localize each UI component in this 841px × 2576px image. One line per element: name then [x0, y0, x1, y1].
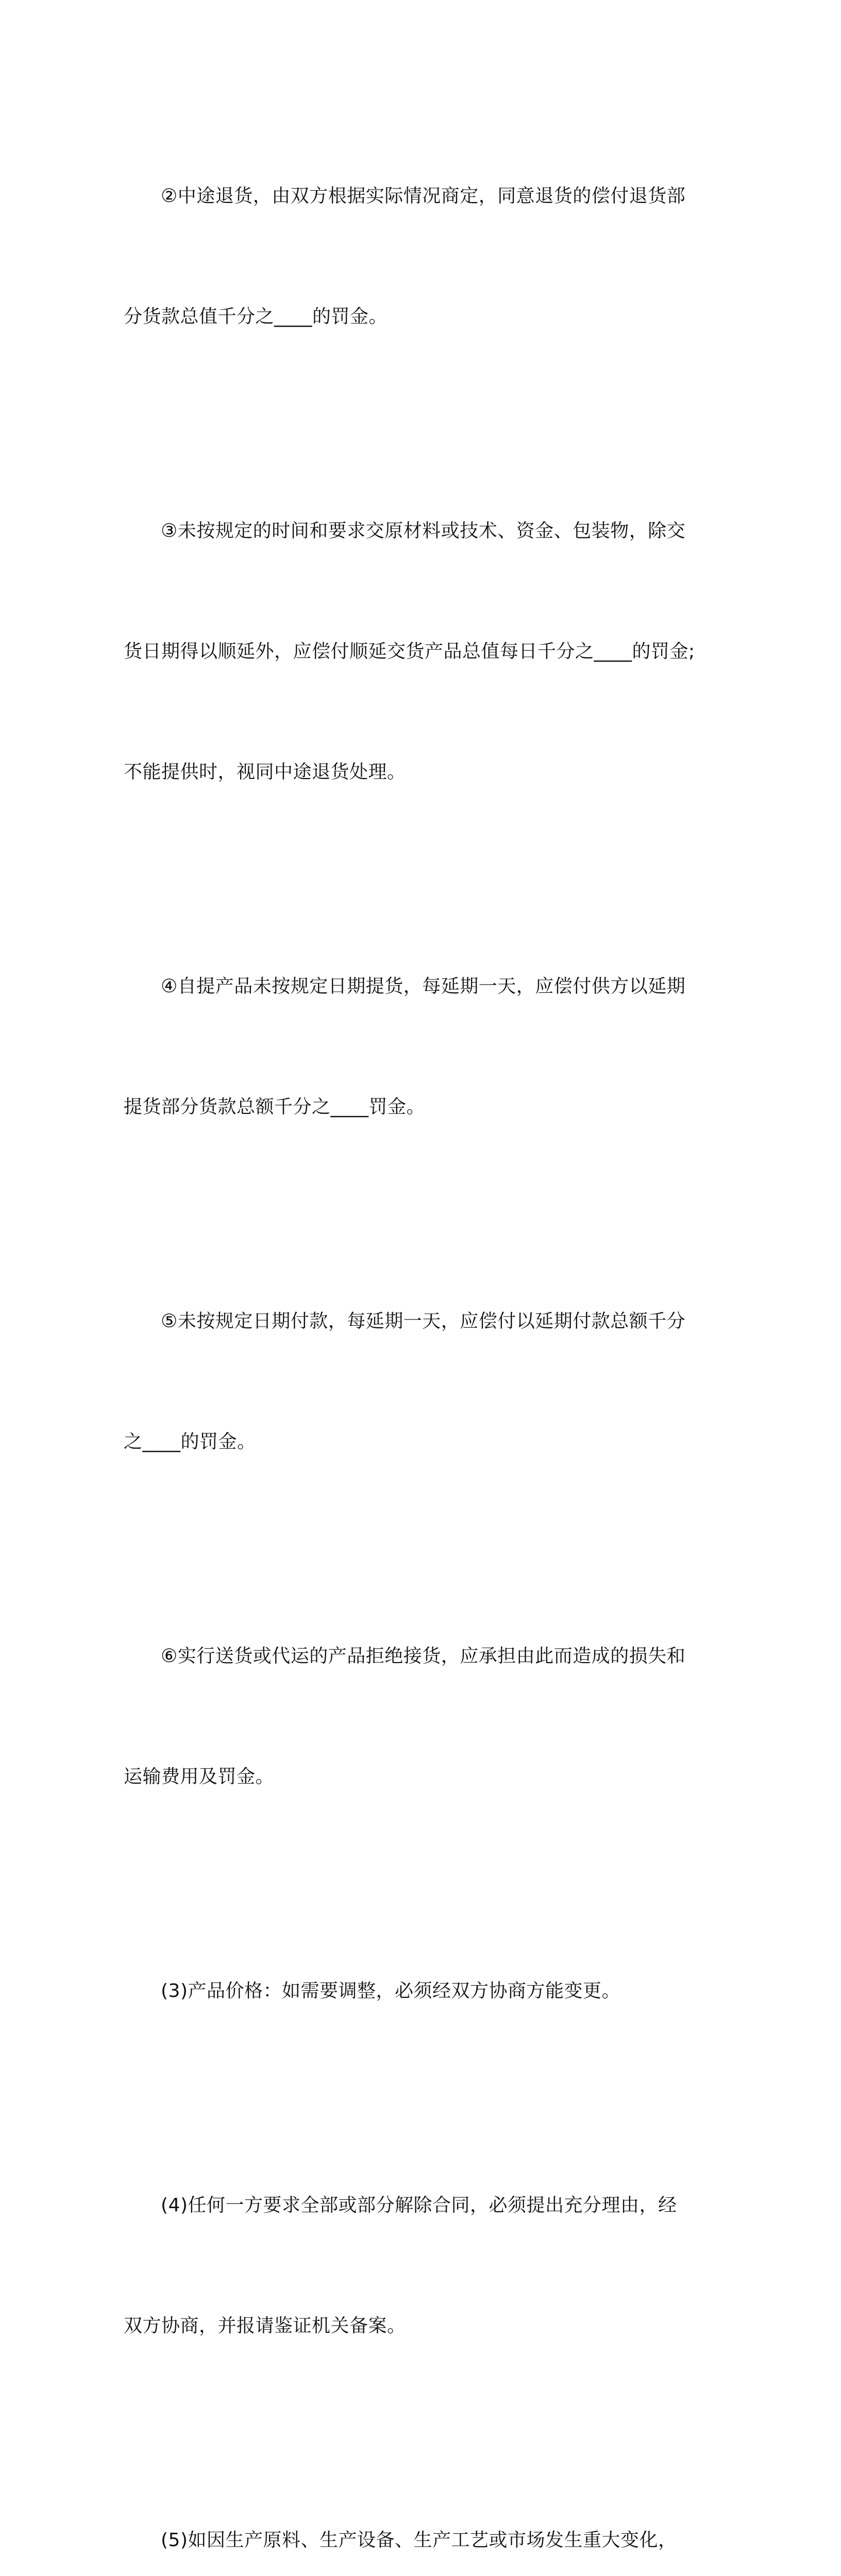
- paragraph-line: 运输费用及罚金。: [124, 1766, 275, 1787]
- paragraph-product-price: [124, 1891, 716, 2092]
- paragraph-line: 不能提供时，视同中途退货处理。: [124, 761, 406, 783]
- paragraph-terminate-contract: [124, 2105, 716, 2427]
- paragraph-line: 货日期得以顺延外，应偿付顺延交货产品总值每日千分之____的罚金;: [124, 641, 695, 662]
- paragraph-refuse-delivery: [124, 1556, 716, 1877]
- paragraph-pickup-delay: [124, 886, 716, 1208]
- paragraph-line: ②中途退货，由双方根据实际情况商定，同意退货的偿付退货部: [161, 185, 686, 207]
- paragraph-line: ④自提产品未按规定日期提货，每延期一天，应偿付供方以延期: [161, 976, 686, 997]
- paragraph-line: (4)任何一方要求全部或部分解除合同，必须提出充分理由，经: [161, 2195, 677, 2216]
- paragraph-line: ⑤未按规定日期付款，每延期一天，应偿付以延期付款总额千分: [161, 1311, 686, 1332]
- paragraph-line: 分货款总值千分之____的罚金。: [124, 306, 388, 327]
- paragraph-materials-delay: [124, 431, 716, 873]
- paragraph-line: 提货部分货款总额千分之____罚金。: [124, 1096, 426, 1117]
- paragraph-line: 之____的罚金。: [124, 1431, 256, 1452]
- paragraph-change-contract: [124, 2440, 716, 2576]
- document-body: [124, 96, 716, 2576]
- paragraph-line: ⑥实行送货或代运的产品拒绝接货，应承担由此而造成的损失和: [161, 1646, 686, 1667]
- paragraph-line: (3)产品价格：如需要调整，必须经双方协商方能变更。: [161, 1980, 620, 2002]
- paragraph-return-midway: [124, 96, 716, 417]
- paragraph-line: ③未按规定的时间和要求交原材料或技术、资金、包装物，除交: [161, 520, 686, 541]
- paragraph-payment-delay: [124, 1221, 716, 1543]
- paragraph-line: (5)如因生产原料、生产设备、生产工艺或市场发生重大变化，: [161, 2530, 677, 2551]
- paragraph-line: 双方协商，并报请鉴证机关备案。: [124, 2315, 406, 2336]
